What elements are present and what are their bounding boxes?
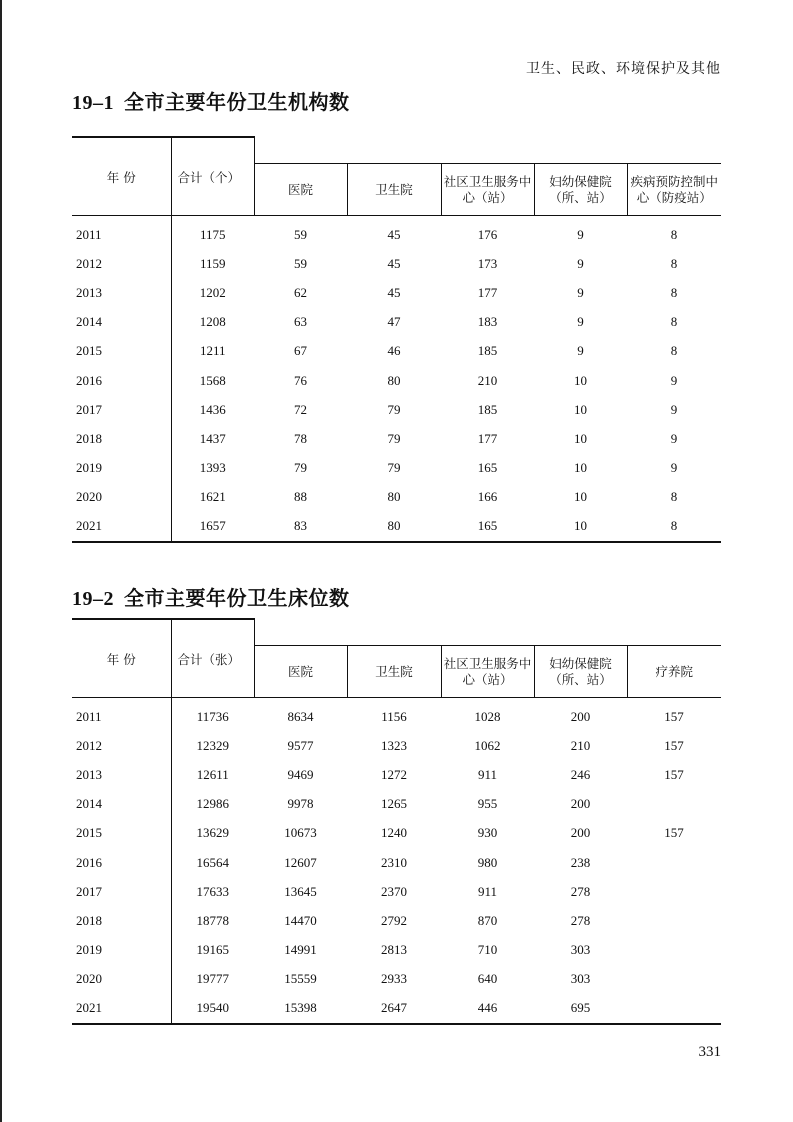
total-column-header: 合计（个）: [171, 137, 254, 216]
column-header-hospital: 医院: [254, 164, 347, 216]
value-cell: 640: [477, 971, 498, 987]
value-cell: 165: [477, 460, 498, 476]
value-cell: 83: [254, 512, 347, 542]
value-cell: 80: [347, 512, 441, 542]
year-cell: 2014: [72, 790, 171, 819]
value-cell: 45: [387, 284, 401, 300]
value-cell: [627, 790, 721, 819]
column-header-maternal-child: 妇幼保健院（所、站）: [534, 646, 627, 698]
value-cell: 695: [534, 994, 627, 1024]
value-cell: 63: [294, 314, 307, 330]
value-cell: 930: [477, 825, 498, 841]
total-cell: 18778: [196, 912, 229, 928]
table-row: [72, 877, 721, 906]
table-row: [72, 790, 721, 819]
year-cell: 2019: [72, 936, 171, 965]
value-cell: 8: [670, 284, 678, 300]
table-row: [72, 424, 721, 453]
year-cell: 2011: [72, 698, 171, 732]
value-cell: 446: [441, 994, 534, 1024]
value-cell: 1062: [474, 737, 501, 753]
total-cell: 1393: [199, 460, 226, 476]
year-cell: 2021: [72, 512, 171, 542]
total-cell: 19165: [196, 942, 229, 958]
value-cell: 1156: [381, 708, 407, 724]
value-cell: 8: [670, 255, 678, 271]
value-cell: 177: [477, 284, 498, 300]
value-cell: 10: [574, 372, 587, 388]
year-cell: 2020: [72, 483, 171, 512]
value-cell: 10: [574, 401, 587, 417]
value-cell: 79: [387, 460, 401, 476]
year-cell: 2013: [72, 278, 171, 307]
value-cell: 278: [570, 883, 591, 899]
value-cell: 710: [477, 942, 498, 958]
value-cell: 8: [627, 512, 721, 542]
value-cell: 1323: [381, 737, 407, 753]
value-cell: 303: [570, 971, 591, 987]
value-cell: 10: [574, 460, 587, 476]
total-cell: 13629: [196, 825, 229, 841]
total-cell: 1568: [199, 372, 226, 388]
total-column-header: 合计（张）: [171, 619, 254, 698]
value-cell: 8: [670, 343, 678, 359]
value-cell: 9469: [287, 766, 314, 782]
value-cell: 9: [577, 314, 584, 330]
value-cell: 13645: [284, 883, 317, 899]
value-cell: 8: [670, 489, 678, 505]
value-cell: 238: [570, 854, 591, 870]
value-cell: 200: [570, 825, 591, 841]
total-cell: 19777: [196, 971, 229, 987]
value-cell: 980: [477, 854, 498, 870]
value-cell: 9978: [287, 796, 314, 812]
value-cell: 2310: [381, 854, 407, 870]
value-cell: 80: [387, 489, 401, 505]
table-body: [72, 216, 721, 543]
total-cell: 1208: [199, 314, 226, 330]
value-cell: [627, 994, 721, 1024]
year-column-header: 年 份: [72, 619, 171, 698]
value-cell: 8: [670, 226, 678, 242]
year-cell: 2011: [72, 216, 171, 250]
table-row: [72, 819, 721, 848]
value-cell: 911: [477, 766, 498, 782]
value-cell: 72: [294, 401, 307, 417]
table-body: [72, 698, 721, 1025]
value-cell: 200: [570, 708, 591, 724]
table-row: [72, 483, 721, 512]
table-row: [72, 216, 721, 250]
value-cell: 2813: [381, 942, 407, 958]
value-cell: 303: [570, 942, 591, 958]
value-cell: 15398: [254, 994, 347, 1024]
value-cell: 12607: [284, 854, 317, 870]
value-cell: 2647: [347, 994, 441, 1024]
total-cell: 12329: [196, 737, 229, 753]
table-row: [72, 906, 721, 935]
year-cell: 2018: [72, 906, 171, 935]
table-row: [72, 366, 721, 395]
value-cell: 2933: [381, 971, 407, 987]
total-cell: 17633: [196, 883, 229, 899]
value-cell: 8: [670, 314, 678, 330]
table-row: [72, 337, 721, 366]
value-cell: 210: [477, 372, 498, 388]
total-cell: 1211: [199, 343, 226, 359]
value-cell: 173: [477, 255, 498, 271]
value-cell: 176: [477, 226, 498, 242]
total-cell: 12611: [196, 766, 229, 782]
column-header-community-service: 社区卫生服务中心（站）: [441, 646, 534, 698]
table-row: [72, 994, 721, 1024]
table-row: [72, 512, 721, 542]
table-row: [72, 278, 721, 307]
value-cell: 88: [294, 489, 307, 505]
value-cell: 278: [570, 912, 591, 928]
year-cell: 2013: [72, 760, 171, 789]
value-cell: 14470: [284, 912, 317, 928]
year-cell: 2014: [72, 308, 171, 337]
value-cell: 10: [574, 489, 587, 505]
value-cell: 78: [294, 430, 307, 446]
table-title-text: 全市主要年份卫生床位数: [124, 586, 350, 610]
total-cell: 1657: [171, 512, 254, 542]
value-cell: 157: [664, 825, 684, 841]
value-cell: 9: [670, 401, 678, 417]
value-cell: 165: [441, 512, 534, 542]
value-cell: 9: [577, 255, 584, 271]
year-cell: 2015: [72, 819, 171, 848]
running-header: 卫生、民政、环境保护及其他: [526, 61, 721, 77]
column-header-hospital: 医院: [254, 646, 347, 698]
table-row: [72, 395, 721, 424]
column-header-maternal-child: 妇幼保健院（所、站）: [534, 164, 627, 216]
table-title-text: 全市主要年份卫生机构数: [124, 90, 350, 114]
total-cell: 12986: [196, 796, 229, 812]
value-cell: 157: [664, 766, 684, 782]
value-cell: [627, 936, 721, 965]
value-cell: 10673: [284, 825, 317, 841]
value-cell: [627, 965, 721, 994]
value-cell: 200: [570, 796, 591, 812]
table-title-beds: [72, 582, 350, 611]
value-cell: 46: [387, 343, 401, 359]
value-cell: 2792: [381, 912, 407, 928]
value-cell: 10: [534, 512, 627, 542]
value-cell: 59: [294, 226, 307, 242]
value-cell: 955: [477, 796, 498, 812]
value-cell: 246: [570, 766, 591, 782]
table-row: [72, 848, 721, 877]
value-cell: 166: [477, 489, 498, 505]
column-header-health-center: 卫生院: [347, 164, 441, 216]
year-cell: 2019: [72, 454, 171, 483]
total-cell: 1437: [199, 430, 226, 446]
value-cell: 10: [574, 430, 587, 446]
value-cell: 1028: [474, 708, 501, 724]
table-row: [72, 965, 721, 994]
value-cell: [627, 877, 721, 906]
year-cell: 2015: [72, 337, 171, 366]
value-cell: 59: [294, 255, 307, 271]
page-edge-line: [0, 0, 2, 1122]
value-cell: [627, 906, 721, 935]
value-cell: 9: [577, 343, 584, 359]
value-cell: 80: [387, 372, 401, 388]
year-cell: 2017: [72, 395, 171, 424]
table-row: [72, 698, 721, 732]
column-header-sanatorium: 疗养院: [627, 646, 721, 698]
value-cell: 67: [294, 343, 307, 359]
year-column-header: 年 份: [72, 137, 171, 216]
value-cell: 1240: [381, 825, 407, 841]
year-cell: 2012: [72, 249, 171, 278]
value-cell: 79: [387, 401, 401, 417]
value-cell: 911: [477, 883, 498, 899]
table-number: 19–1: [72, 92, 114, 114]
total-cell: 1202: [199, 284, 226, 300]
value-cell: 9577: [287, 737, 314, 753]
value-cell: 45: [387, 255, 401, 271]
value-cell: 45: [387, 226, 401, 242]
value-cell: 870: [477, 912, 498, 928]
table-number: 19–2: [72, 588, 114, 610]
header-spacer: [254, 137, 721, 164]
column-header-health-center: 卫生院: [347, 646, 441, 698]
table-row: [72, 249, 721, 278]
header-spacer: [254, 619, 721, 646]
value-cell: 177: [477, 430, 498, 446]
value-cell: 79: [387, 430, 401, 446]
total-cell: 1621: [199, 489, 226, 505]
value-cell: 9: [670, 430, 678, 446]
value-cell: 14991: [284, 942, 317, 958]
total-cell: 1175: [199, 226, 226, 242]
value-cell: 9: [577, 284, 584, 300]
value-cell: 76: [294, 372, 307, 388]
year-cell: 2020: [72, 965, 171, 994]
value-cell: 2370: [381, 883, 407, 899]
year-cell: 2012: [72, 731, 171, 760]
table-row: [72, 308, 721, 337]
value-cell: 210: [570, 737, 591, 753]
total-cell: 19540: [171, 994, 254, 1024]
total-cell: 1159: [199, 255, 226, 271]
value-cell: 8634: [287, 708, 314, 724]
page-number: 331: [698, 1044, 721, 1060]
table-title-institutions: [72, 86, 350, 115]
value-cell: 9: [670, 460, 678, 476]
table-row: [72, 936, 721, 965]
value-cell: [627, 848, 721, 877]
year-cell: 2021: [72, 994, 171, 1024]
column-header-community-service: 社区卫生服务中心（站）: [441, 164, 534, 216]
year-cell: 2018: [72, 424, 171, 453]
column-header-disease-control: 疾病预防控制中心（防疫站）: [627, 164, 721, 216]
table-row: [72, 454, 721, 483]
year-cell: 2016: [72, 848, 171, 877]
value-cell: 1272: [381, 766, 407, 782]
value-cell: 1265: [381, 796, 407, 812]
value-cell: 185: [477, 401, 498, 417]
value-cell: 9: [577, 226, 584, 242]
institutions-table: [72, 136, 721, 543]
table-row: [72, 760, 721, 789]
value-cell: 79: [294, 460, 307, 476]
value-cell: 183: [477, 314, 498, 330]
value-cell: 157: [664, 708, 684, 724]
year-cell: 2017: [72, 877, 171, 906]
table-row: [72, 731, 721, 760]
year-cell: 2016: [72, 366, 171, 395]
beds-table: [72, 618, 721, 1025]
value-cell: 62: [294, 284, 307, 300]
total-cell: 1436: [199, 401, 226, 417]
value-cell: 15559: [284, 971, 317, 987]
total-cell: 16564: [196, 854, 229, 870]
total-cell: 11736: [196, 708, 229, 724]
value-cell: 185: [477, 343, 498, 359]
value-cell: 47: [387, 314, 401, 330]
value-cell: 9: [670, 372, 678, 388]
value-cell: 157: [664, 737, 684, 753]
